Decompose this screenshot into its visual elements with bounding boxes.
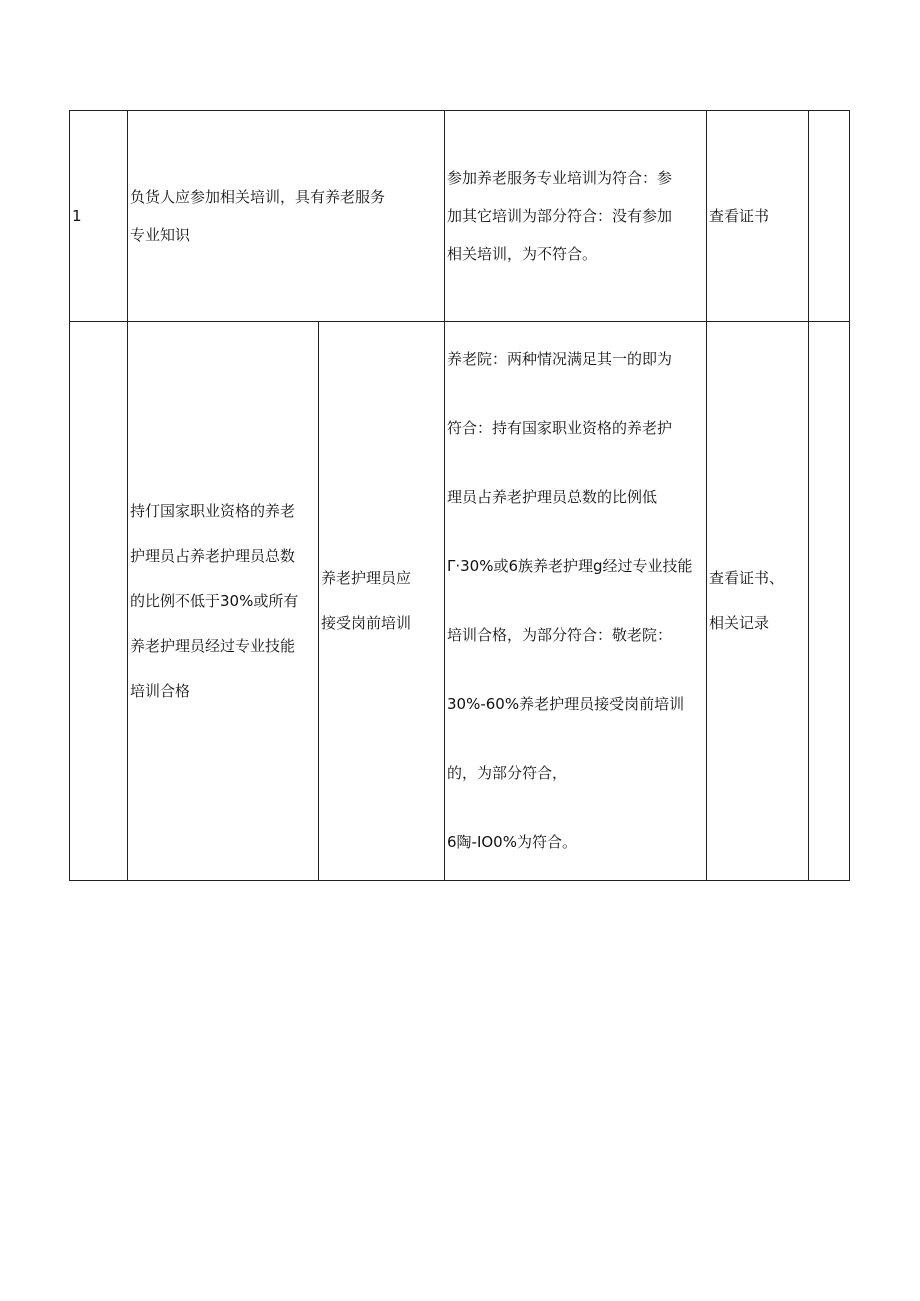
row-number-cell xyxy=(70,111,128,322)
criteria-cell xyxy=(445,322,707,881)
sub-requirement-cell xyxy=(319,322,445,881)
method-cell xyxy=(707,322,809,881)
table-row xyxy=(70,111,850,322)
method-text: 查看证书、 相关记录 xyxy=(709,569,785,632)
criteria-text: 参加养老服务专业培训为符合：参 加其它培训为部分符合：没有参加 相关培训，为不符合。 xyxy=(447,169,673,263)
sub-requirement-text: 养老护理员应 接受岗前培训 xyxy=(321,569,412,632)
method-cell xyxy=(707,111,809,322)
row-number-cell xyxy=(70,322,128,881)
requirement-text: 负货人应参加相关培训，具有养老服务 专业知识 xyxy=(130,188,386,244)
criteria-text: 养老院：两种情况满足其一的即为 符合：持有国家职业资格的养老护 理员占养老护理员总数的比例低 Γ·30%或6族养老护理g经过专业技能 培训合格，为部分符合：敬老院： 30%-60%养老护理员接受岗前培训 的，为部分符合， 6陶-IO0%为符合。 xyxy=(447,350,693,851)
method-text: 查看证书 xyxy=(709,206,770,225)
criteria-cell xyxy=(445,111,707,322)
remarks-cell xyxy=(809,322,850,881)
table-row xyxy=(70,322,850,881)
requirement-cell xyxy=(128,111,445,322)
row-number: 1 xyxy=(72,206,82,225)
remarks-cell xyxy=(809,111,850,322)
requirement-cell xyxy=(128,322,319,881)
requirement-text: 持仃国家职业资格的养老 护理员占养老护理员总数 的比例不低于30%或所有 养老护理员经过专业技能 培训合格 xyxy=(130,501,299,700)
assessment-table xyxy=(69,110,850,881)
